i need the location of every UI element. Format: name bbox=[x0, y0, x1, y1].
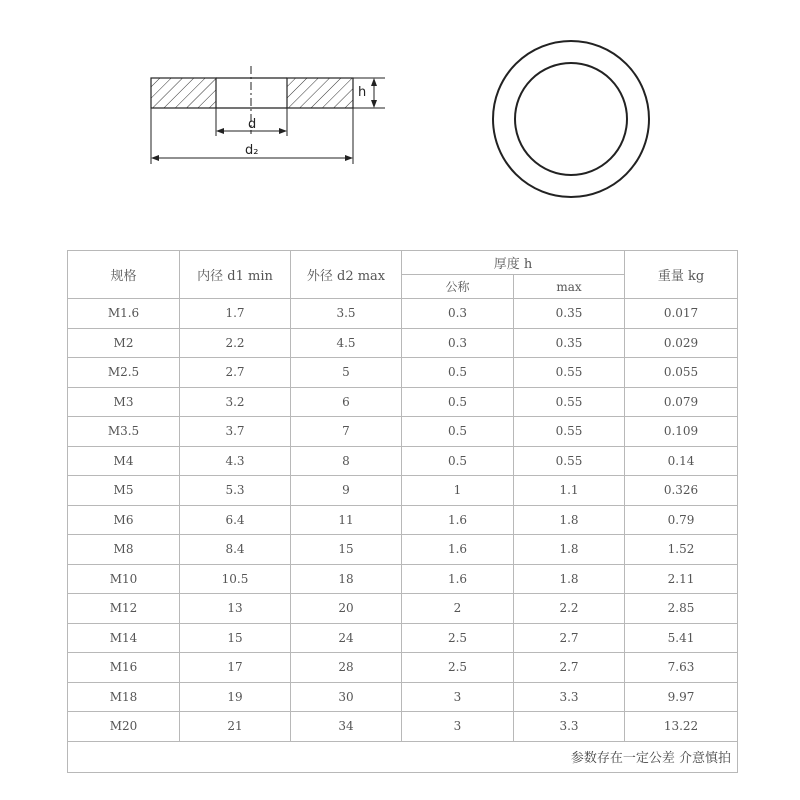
cell-thickness-max: 0.35 bbox=[514, 328, 625, 358]
table-row bbox=[68, 712, 738, 742]
cell-weight: 5.41 bbox=[625, 623, 738, 653]
cell-spec: M18 bbox=[68, 682, 180, 712]
cell-spec: M16 bbox=[68, 653, 180, 683]
table-row bbox=[68, 594, 738, 624]
cell-spec: M5 bbox=[68, 476, 180, 506]
cell-weight: 0.14 bbox=[625, 446, 738, 476]
cell-inner-diameter: 6.4 bbox=[180, 505, 291, 535]
cell-outer-diameter: 3.5 bbox=[291, 299, 402, 329]
cell-thickness-nominal: 0.5 bbox=[402, 417, 514, 447]
cell-inner-diameter: 2.2 bbox=[180, 328, 291, 358]
cell-spec: M12 bbox=[68, 594, 180, 624]
cell-outer-diameter: 5 bbox=[291, 358, 402, 388]
cell-thickness-max: 1.8 bbox=[514, 535, 625, 565]
cell-weight: 9.97 bbox=[625, 682, 738, 712]
cell-outer-diameter: 8 bbox=[291, 446, 402, 476]
cell-thickness-nominal: 1.6 bbox=[402, 505, 514, 535]
cell-thickness-nominal: 0.3 bbox=[402, 299, 514, 329]
cell-thickness-nominal: 2 bbox=[402, 594, 514, 624]
header-thickness-max: max bbox=[514, 275, 625, 299]
cell-weight: 0.079 bbox=[625, 387, 738, 417]
cell-thickness-max: 0.55 bbox=[514, 358, 625, 388]
cell-spec: M14 bbox=[68, 623, 180, 653]
cell-inner-diameter: 2.7 bbox=[180, 358, 291, 388]
cell-thickness-nominal: 1 bbox=[402, 476, 514, 506]
header-inner-diameter: 内径 d1 min bbox=[180, 251, 291, 299]
cell-spec: M8 bbox=[68, 535, 180, 565]
washer-spec-table bbox=[67, 250, 738, 773]
tolerance-note: 参数存在一定公差 介意慎拍 bbox=[68, 741, 738, 772]
table-row bbox=[68, 623, 738, 653]
table-body bbox=[68, 299, 738, 742]
cell-weight: 7.63 bbox=[625, 653, 738, 683]
cell-weight: 13.22 bbox=[625, 712, 738, 742]
cell-thickness-nominal: 0.5 bbox=[402, 387, 514, 417]
cell-inner-diameter: 3.2 bbox=[180, 387, 291, 417]
cell-weight: 2.85 bbox=[625, 594, 738, 624]
cell-thickness-max: 3.3 bbox=[514, 712, 625, 742]
washer-technical-drawing bbox=[0, 0, 800, 240]
cell-weight: 0.109 bbox=[625, 417, 738, 447]
cell-thickness-max: 3.3 bbox=[514, 682, 625, 712]
cell-outer-diameter: 4.5 bbox=[291, 328, 402, 358]
washer-top-view bbox=[493, 41, 649, 197]
cell-inner-diameter: 21 bbox=[180, 712, 291, 742]
cell-inner-diameter: 13 bbox=[180, 594, 291, 624]
cell-thickness-max: 0.55 bbox=[514, 446, 625, 476]
cell-outer-diameter: 20 bbox=[291, 594, 402, 624]
cell-outer-diameter: 6 bbox=[291, 387, 402, 417]
cell-spec: M3.5 bbox=[68, 417, 180, 447]
cell-thickness-nominal: 2.5 bbox=[402, 653, 514, 683]
dimension-d2-label: d₂ bbox=[245, 143, 259, 158]
cell-inner-diameter: 15 bbox=[180, 623, 291, 653]
cell-outer-diameter: 11 bbox=[291, 505, 402, 535]
cell-inner-diameter: 8.4 bbox=[180, 535, 291, 565]
cell-thickness-max: 2.7 bbox=[514, 653, 625, 683]
table-row bbox=[68, 446, 738, 476]
cell-inner-diameter: 5.3 bbox=[180, 476, 291, 506]
cell-outer-diameter: 9 bbox=[291, 476, 402, 506]
cell-thickness-nominal: 3 bbox=[402, 712, 514, 742]
cell-thickness-nominal: 0.3 bbox=[402, 328, 514, 358]
table-row bbox=[68, 564, 738, 594]
header-weight: 重量 kg bbox=[625, 251, 738, 299]
cell-weight: 2.11 bbox=[625, 564, 738, 594]
cell-weight: 0.79 bbox=[625, 505, 738, 535]
dimension-d-label: d bbox=[248, 117, 257, 132]
cell-outer-diameter: 7 bbox=[291, 417, 402, 447]
cell-outer-diameter: 15 bbox=[291, 535, 402, 565]
cell-weight: 0.017 bbox=[625, 299, 738, 329]
table-row bbox=[68, 328, 738, 358]
table-row bbox=[68, 682, 738, 712]
cell-thickness-max: 0.55 bbox=[514, 417, 625, 447]
cell-thickness-nominal: 0.5 bbox=[402, 358, 514, 388]
table-row bbox=[68, 476, 738, 506]
cell-thickness-max: 2.7 bbox=[514, 623, 625, 653]
cell-thickness-max: 2.2 bbox=[514, 594, 625, 624]
cell-outer-diameter: 30 bbox=[291, 682, 402, 712]
cell-spec: M20 bbox=[68, 712, 180, 742]
cell-outer-diameter: 24 bbox=[291, 623, 402, 653]
cell-spec: M4 bbox=[68, 446, 180, 476]
cell-inner-diameter: 19 bbox=[180, 682, 291, 712]
header-outer-diameter: 外径 d2 max bbox=[291, 251, 402, 299]
cell-spec: M2.5 bbox=[68, 358, 180, 388]
table-row bbox=[68, 299, 738, 329]
cell-weight: 0.326 bbox=[625, 476, 738, 506]
cell-thickness-max: 1.1 bbox=[514, 476, 625, 506]
cell-inner-diameter: 1.7 bbox=[180, 299, 291, 329]
header-thickness: 厚度 h bbox=[402, 251, 625, 275]
cell-inner-diameter: 10.5 bbox=[180, 564, 291, 594]
cell-thickness-nominal: 2.5 bbox=[402, 623, 514, 653]
cell-outer-diameter: 18 bbox=[291, 564, 402, 594]
dimension-h-label: h bbox=[358, 85, 367, 100]
cell-weight: 0.029 bbox=[625, 328, 738, 358]
cell-inner-diameter: 3.7 bbox=[180, 417, 291, 447]
cell-weight: 1.52 bbox=[625, 535, 738, 565]
cell-spec: M6 bbox=[68, 505, 180, 535]
cell-thickness-max: 1.8 bbox=[514, 564, 625, 594]
cell-spec: M2 bbox=[68, 328, 180, 358]
header-spec: 规格 bbox=[68, 251, 180, 299]
cell-outer-diameter: 28 bbox=[291, 653, 402, 683]
cell-spec: M1.6 bbox=[68, 299, 180, 329]
table-row bbox=[68, 387, 738, 417]
cell-thickness-max: 0.35 bbox=[514, 299, 625, 329]
cell-thickness-nominal: 0.5 bbox=[402, 446, 514, 476]
table-row bbox=[68, 417, 738, 447]
table-row bbox=[68, 535, 738, 565]
cell-outer-diameter: 34 bbox=[291, 712, 402, 742]
table-row bbox=[68, 358, 738, 388]
cell-thickness-nominal: 1.6 bbox=[402, 535, 514, 565]
cell-thickness-max: 1.8 bbox=[514, 505, 625, 535]
table-row bbox=[68, 653, 738, 683]
cell-weight: 0.055 bbox=[625, 358, 738, 388]
cell-thickness-nominal: 3 bbox=[402, 682, 514, 712]
table-row bbox=[68, 505, 738, 535]
cell-inner-diameter: 17 bbox=[180, 653, 291, 683]
cell-spec: M3 bbox=[68, 387, 180, 417]
cell-thickness-max: 0.55 bbox=[514, 387, 625, 417]
header-thickness-nominal: 公称 bbox=[402, 275, 514, 299]
washer-cross-section bbox=[151, 78, 353, 108]
cell-spec: M10 bbox=[68, 564, 180, 594]
cell-thickness-nominal: 1.6 bbox=[402, 564, 514, 594]
cell-inner-diameter: 4.3 bbox=[180, 446, 291, 476]
